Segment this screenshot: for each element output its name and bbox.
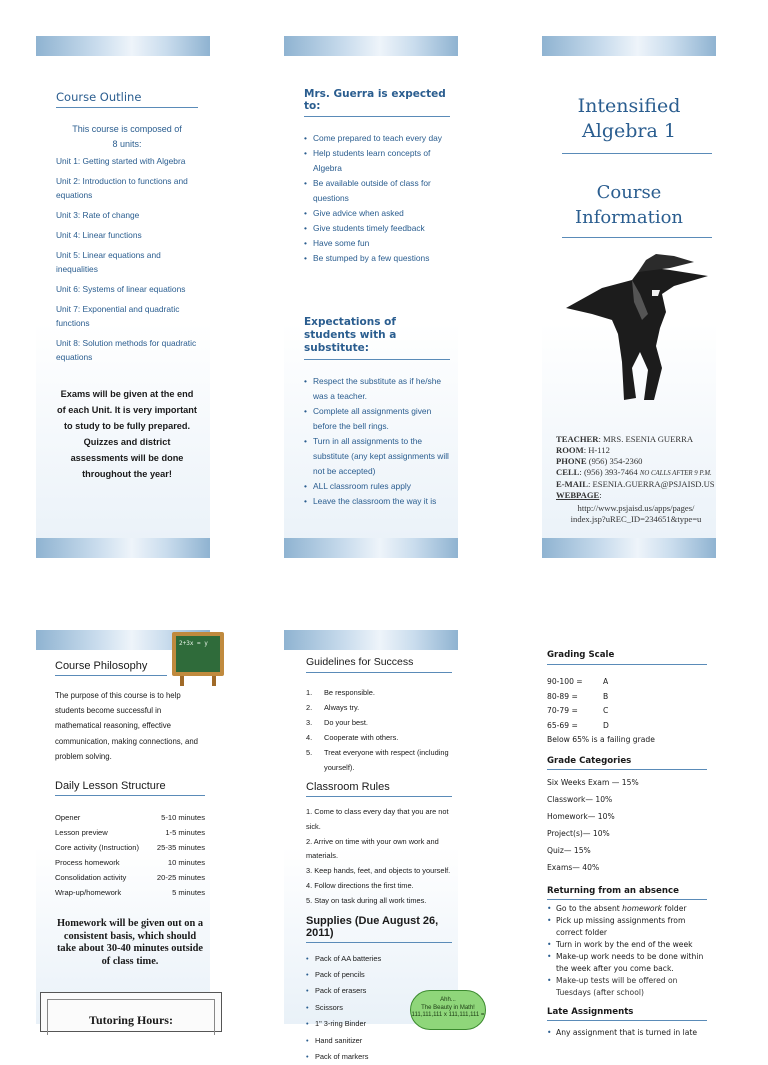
panel-footer-bar: [36, 538, 210, 558]
list-item: • Give advice when asked: [304, 206, 450, 221]
unit-item: Unit 8: Solution methods for quadratic equations: [56, 338, 197, 362]
panel-expectations: [284, 36, 458, 558]
tutoring-box: [40, 992, 222, 1032]
webpage-link[interactable]: http://www.psjaisd.us/apps/pages/ index.jsp?uREC_ID=234651&type=u: [570, 503, 702, 524]
table-row: Core activity (Instruction) 25-35 minutes: [55, 843, 205, 853]
table-row: Wrap-up/homework 5 minutes: [55, 888, 205, 898]
list-item: • 1" 3-ring Binder: [306, 1016, 452, 1032]
panel-header-bar: [284, 36, 458, 56]
contact-webpage: WEBPAGE:: [556, 490, 602, 500]
chalkboard-leg: [212, 676, 216, 686]
list-item: • ALL classroom rules apply: [304, 479, 450, 494]
list-item: • Be stumped by a few questions: [304, 251, 450, 266]
late-title: Late Assignments: [547, 1007, 707, 1021]
rules-title: Classroom Rules: [306, 781, 452, 797]
list-item: • Pack of erasers: [306, 983, 452, 999]
cover-title-line: Intensified: [577, 95, 681, 117]
daily-table: [55, 810, 205, 900]
absence-title: Returning from an absence: [547, 886, 707, 900]
list-item: • Go to the absent homework folder: [547, 903, 707, 915]
list-item: 2. Arrive on time with your own work and materials.: [306, 836, 439, 861]
panel-header-bar: [284, 630, 458, 650]
list-item: • Make-up work needs to be done within the week after you come back.: [547, 951, 707, 975]
list-item: • Help students learn concepts of Algebra: [304, 146, 450, 176]
grading-scale-table: [547, 675, 707, 748]
quizzes-note: Quizzes and district assessments will be done throughout the year!: [70, 437, 184, 479]
list-item: • Make-up tests will be offered on Tuesdays (after school): [547, 975, 707, 999]
cover-divider: [562, 153, 712, 154]
absence-list: [547, 903, 707, 999]
grade-categories-title: Grade Categories: [547, 756, 707, 770]
list-item: • Pack of pencils: [306, 967, 452, 983]
list-item: 1. Be responsible.: [306, 688, 375, 697]
list-item: 1. Come to class every day that you are not sick.: [306, 807, 449, 831]
panel-footer-bar: [284, 538, 458, 558]
list-item: • Turn in all assignments to the substitute (any kept assignments will not be accepted): [304, 434, 450, 479]
table-row: Opener 5-10 minutes: [55, 813, 205, 823]
list-item: Classwork— 10%: [547, 794, 613, 804]
list-item: • Respect the substitute as if he/she was a teacher.: [304, 374, 450, 404]
panel-rules: [284, 630, 485, 1062]
homework-note: Homework will be given out on a consistent basis, which should take about 30-40 minutes outside of class time.: [56, 918, 204, 967]
list-item: • Scissors: [306, 1000, 452, 1016]
unit-item: Unit 5: Linear equations and inequalities: [56, 250, 161, 274]
course-outline-title: Course Outline: [56, 90, 198, 108]
contact-teacher: TEACHER: MRS. ESENIA GUERRA: [556, 434, 694, 444]
exams-note: Exams will be given at the end of each Unit. It is very important to study to be fully prepared.: [57, 389, 197, 431]
panel-philosophy: [36, 630, 210, 1027]
unit-item: Unit 4: Linear functions: [56, 230, 142, 240]
contact-room: ROOM: H-112: [556, 445, 610, 455]
contact-cell: CELL: (956) 393-7464 NO CALLS AFTER 9 P.M.: [556, 467, 712, 477]
substitute-title: Expectations of students with a substitute:: [304, 316, 450, 360]
panel-grading: [542, 640, 716, 1037]
list-item: 3. Keep hands, feet, and objects to yourself.: [306, 866, 451, 876]
grade-categories-list: [547, 774, 707, 876]
list-item: Exams— 40%: [547, 862, 600, 872]
table-row: Process homework 10 minutes: [55, 858, 205, 868]
cover-subtitle: [542, 180, 716, 230]
chalkboard-text: 2+3x = y: [179, 640, 208, 647]
list-item: 5. Treat everyone with respect (including yourself).: [306, 748, 449, 772]
rules-list: [306, 805, 452, 909]
unit-item: Unit 3: Rate of change: [56, 210, 140, 220]
list-item: 4. Cooperate with others.: [306, 733, 399, 742]
list-item: Project(s)— 10%: [547, 828, 610, 838]
panel-course-outline: [36, 36, 210, 558]
list-item: Six Weeks Exam — 15%: [547, 777, 639, 787]
unit-item: Unit 7: Exponential and quadratic functions: [56, 304, 180, 328]
table-row: 90-100 = A: [547, 677, 609, 686]
table-row: 80-89 = B: [547, 691, 609, 701]
panel-cover: [542, 36, 716, 558]
contact-email: E-MAIL: ESENIA.GUERRA@PSJAISD.US: [556, 479, 715, 489]
table-row: 65-69 = D: [547, 720, 609, 730]
tutoring-title: Tutoring Hours:: [89, 1013, 173, 1027]
list-item: • Complete all assignments given before the bell rings.: [304, 404, 450, 434]
cover-divider: [562, 237, 712, 238]
list-item: • Leave the classroom the way it is: [304, 494, 450, 509]
mustang-mascot-icon: [562, 250, 712, 410]
cover-title: [542, 94, 716, 144]
list-item: • Hand sanitizer: [306, 1033, 452, 1049]
contact-phone: PHONE (956) 354-2360: [556, 456, 643, 466]
list-item: 2. Always try.: [306, 703, 360, 712]
panel-footer-bar: [542, 538, 716, 558]
list-item: • Any assignment that is turned in late: [547, 1027, 707, 1039]
unit-item: Unit 1: Getting started with Algebra: [56, 156, 186, 166]
list-item: • Have some fun: [304, 236, 450, 251]
cover-subtitle-line: Course: [596, 182, 662, 203]
philosophy-title: Course Philosophy: [55, 660, 167, 676]
panel-header-bar: [542, 36, 716, 56]
course-outline-intro: This course is composed of 8 units:: [72, 124, 182, 149]
math-cloud-bubble: Ahh... The Beauty in Math! 111,111,111 x 111,111,111 =: [410, 990, 486, 1030]
failing-note: Below 65% is a failing grade: [547, 735, 655, 745]
table-row: 70-79 = C: [547, 706, 609, 716]
list-item: • Pack of markers: [306, 1049, 452, 1065]
table-row: Lesson preview 1-5 minutes: [55, 828, 205, 838]
contact-block: [556, 434, 716, 525]
guidelines-list: [306, 685, 452, 775]
unit-item: Unit 6: Systems of linear equations: [56, 284, 186, 294]
guidelines-title: Guidelines for Success: [306, 656, 452, 673]
list-item: • Come prepared to teach every day: [304, 131, 450, 146]
list-item: Homework— 10%: [547, 811, 615, 821]
list-item: • Be available outside of class for questions: [304, 176, 450, 206]
list-item: • Turn in work by the end of the week: [547, 939, 707, 951]
list-item: Quiz— 15%: [547, 845, 591, 855]
table-row: Consolidation activity 20-25 minutes: [55, 873, 205, 883]
cover-title-line: Algebra 1: [582, 120, 676, 142]
panel-header-bar: [36, 36, 210, 56]
substitute-list: [304, 374, 450, 509]
teacher-expectations-list: [304, 131, 450, 266]
list-item: 3. Do your best.: [306, 718, 368, 727]
list-item: 4. Follow directions the first time.: [306, 880, 414, 890]
cover-subtitle-line: Information: [574, 207, 684, 228]
daily-title: Daily Lesson Structure: [55, 780, 205, 796]
list-item: • Pick up missing assignments from correct folder: [547, 915, 707, 939]
late-list: [547, 1027, 707, 1039]
list-item: 5. Stay on task during all work times.: [306, 895, 427, 905]
supplies-title: Supplies (Due August 26, 2011): [306, 915, 452, 943]
unit-item: Unit 2: Introduction to functions and equations: [56, 176, 188, 200]
unit-list: [56, 154, 198, 364]
philosophy-text: The purpose of this course is to help students become successful in mathematical reasoning, effective communication, making connections, and problem solving.: [55, 691, 199, 761]
grading-scale-title: Grading Scale: [547, 650, 707, 665]
list-item: • Give students timely feedback: [304, 221, 450, 236]
list-item: • Pack of AA batteries: [306, 951, 452, 967]
teacher-expectations-title: Mrs. Guerra is expected to:: [304, 88, 450, 117]
